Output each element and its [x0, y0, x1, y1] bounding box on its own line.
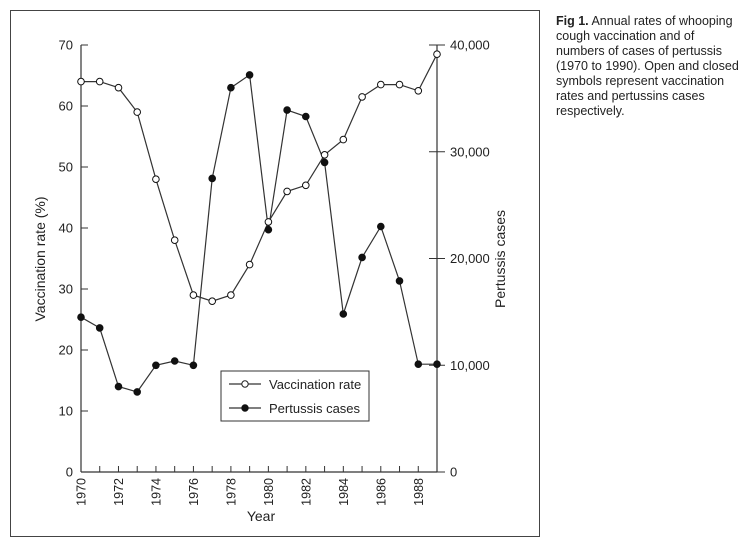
legend: [221, 371, 369, 421]
y-tick-label-left: 60: [58, 98, 73, 114]
chart: [11, 11, 541, 538]
y-tick-label-left: 50: [58, 159, 73, 175]
vaccination-rate-point: [284, 188, 291, 195]
vaccination-rate-point: [78, 78, 85, 85]
vaccination-rate-point: [246, 261, 253, 268]
y-tick-label-right: 0: [450, 464, 458, 480]
vaccination-rate-point: [378, 81, 385, 88]
vaccination-rate-point: [396, 81, 403, 88]
pertussis-cases-point: [134, 389, 141, 396]
y-tick-label-left: 0: [65, 464, 73, 480]
pertussis-cases-point: [78, 314, 85, 321]
x-tick-label: 1972: [111, 478, 126, 506]
y-tick-label-left: 30: [58, 281, 73, 297]
pertussis-cases-point: [228, 84, 235, 91]
y-tick-label-left: 40: [58, 220, 73, 236]
vaccination-rate-point: [265, 219, 272, 226]
vaccination-rate-point: [190, 292, 197, 299]
pertussis-cases-point: [321, 159, 328, 166]
legend-marker-pertussis: [242, 405, 248, 411]
pertussis-cases-point: [340, 311, 347, 318]
y-tick-label-right: 10,000: [450, 357, 490, 373]
pertussis-cases-point: [378, 223, 385, 230]
y-axis-label-left: Vaccination rate (%): [32, 196, 48, 322]
pertussis-cases-point: [96, 325, 103, 332]
vaccination-rate-point: [171, 237, 178, 244]
y-tick-label-left: 70: [58, 37, 73, 53]
vaccination-rate-point: [359, 94, 366, 101]
pertussis-cases-point: [434, 361, 441, 368]
x-tick-label: 1978: [224, 478, 239, 506]
pertussis-cases-point: [396, 278, 403, 285]
y-tick-label-right: 40,000: [450, 37, 490, 53]
x-tick-label: 1970: [74, 478, 89, 506]
pertussis-cases-point: [303, 113, 310, 120]
y-tick-label-left: 20: [58, 342, 73, 358]
legend-marker-vaccination: [242, 381, 248, 387]
legend-label-vaccination: Vaccination rate: [269, 377, 362, 392]
vaccination-rate-point: [340, 136, 347, 143]
pertussis-cases-point: [115, 383, 122, 390]
vaccination-rate-point: [153, 176, 160, 183]
series-points: [78, 51, 441, 395]
vaccination-rate-point: [321, 152, 328, 159]
vaccination-rate-point: [134, 109, 141, 116]
x-tick-label: 1988: [411, 478, 426, 506]
chart-frame: [10, 10, 540, 537]
pertussis-cases-point: [190, 362, 197, 369]
pertussis-cases-point: [284, 107, 291, 114]
caption-text: Annual rates of whooping cough vaccination and of numbers of cases of pertussis (1970 to 1990). Open and closed symbols represent vaccination rates and pertussins cases respectively.: [556, 14, 739, 118]
x-tick-label: 1986: [374, 478, 389, 506]
y-axis-label-right: Pertussis cases: [492, 209, 508, 309]
y-tick-label-left: 10: [58, 403, 73, 419]
x-tick-label: 1982: [299, 478, 314, 506]
legend-label-pertussis: Pertussis cases: [269, 401, 361, 416]
vaccination-rate-point: [434, 51, 441, 58]
vaccination-rate-point: [415, 88, 422, 95]
vaccination-rate-line: [81, 54, 437, 301]
x-tick-label: 1974: [149, 478, 164, 506]
x-tick-label: 1976: [186, 478, 201, 506]
pertussis-cases-point: [415, 361, 422, 368]
y-tick-label-right: 30,000: [450, 144, 490, 160]
caption-label: Fig 1.: [556, 14, 589, 28]
pertussis-cases-line: [81, 75, 437, 392]
pertussis-cases-point: [359, 254, 366, 261]
series-lines: [81, 54, 437, 392]
ticks: [59, 38, 490, 506]
figure-caption: [556, 14, 746, 119]
vaccination-rate-point: [115, 84, 122, 91]
vaccination-rate-point: [228, 292, 235, 299]
pertussis-cases-point: [153, 362, 160, 369]
y-tick-label-right: 20,000: [450, 251, 490, 266]
x-axis-label: Year: [246, 508, 276, 524]
pertussis-cases-point: [265, 226, 272, 233]
vaccination-rate-point: [209, 298, 216, 305]
x-tick-label: 1980: [261, 478, 276, 506]
vaccination-rate-point: [303, 182, 310, 189]
vaccination-rate-point: [96, 78, 103, 85]
pertussis-cases-point: [246, 72, 253, 79]
x-tick-label: 1984: [336, 478, 351, 506]
pertussis-cases-point: [171, 358, 178, 365]
pertussis-cases-point: [209, 175, 216, 182]
